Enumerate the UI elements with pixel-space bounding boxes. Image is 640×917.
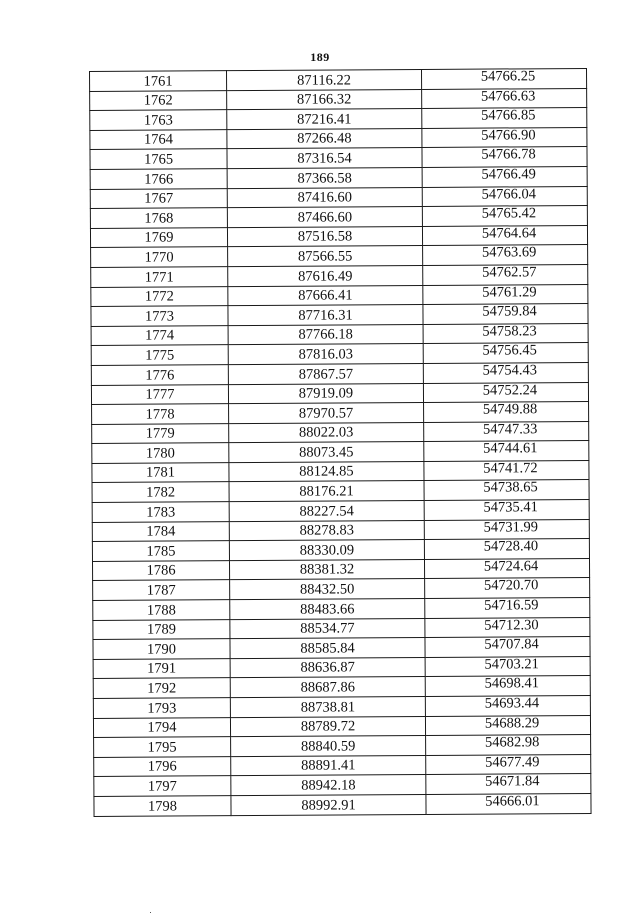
point-number-cell: 1773 (91, 306, 228, 326)
x-coordinate-cell: 88585.84 (230, 638, 425, 659)
x-coordinate-cell: 87416.60 (227, 187, 422, 208)
point-number-cell: 1768 (90, 208, 227, 228)
x-coordinate-cell: 88534.77 (230, 618, 425, 639)
point-number-cell: 1764 (90, 129, 227, 149)
y-coordinate-cell: 54758.23 (423, 323, 588, 344)
x-coordinate-cell: 87616.49 (228, 265, 423, 286)
y-coordinate-cell: 54688.29 (425, 715, 590, 736)
x-coordinate-cell: 87716.31 (228, 305, 423, 326)
point-number-cell: 1766 (90, 169, 227, 189)
y-coordinate-cell: 54698.41 (425, 676, 590, 697)
y-coordinate-cell: 54707.84 (425, 637, 590, 658)
point-number-cell: 1777 (91, 384, 228, 404)
y-coordinate-cell: 54766.85 (422, 108, 587, 129)
point-number-cell: 1765 (90, 149, 227, 169)
y-coordinate-cell: 54766.25 (421, 68, 586, 89)
x-coordinate-cell: 88840.59 (231, 736, 426, 757)
y-coordinate-cell: 54720.70 (425, 578, 590, 599)
point-number-cell: 1791 (93, 658, 230, 678)
x-coordinate-cell: 88227.54 (229, 501, 424, 522)
y-coordinate-cell: 54731.99 (424, 519, 589, 540)
x-coordinate-cell: 88073.45 (229, 442, 424, 463)
x-coordinate-cell: 88124.85 (229, 461, 424, 482)
point-number-cell: 1770 (91, 247, 228, 267)
y-coordinate-cell: 54735.41 (424, 500, 589, 521)
x-coordinate-cell: 87516.58 (227, 226, 422, 247)
x-coordinate-cell: 88992.91 (231, 794, 426, 815)
point-number-cell: 1774 (91, 325, 228, 345)
y-coordinate-cell: 54766.78 (422, 147, 587, 168)
x-coordinate-cell: 87166.32 (227, 89, 422, 110)
x-coordinate-cell: 87566.55 (228, 246, 423, 267)
point-number-cell: 1767 (90, 188, 227, 208)
y-coordinate-cell: 54716.59 (425, 597, 590, 618)
point-number-cell: 1787 (93, 580, 230, 600)
y-coordinate-cell: 54712.30 (425, 617, 590, 638)
point-number-cell: 1769 (90, 227, 227, 247)
x-coordinate-cell: 87970.57 (229, 403, 424, 424)
x-coordinate-cell: 88432.50 (230, 579, 425, 600)
x-coordinate-cell: 88789.72 (230, 716, 425, 737)
y-coordinate-cell: 54766.04 (422, 186, 587, 207)
y-coordinate-cell: 54754.43 (423, 362, 588, 383)
point-number-cell: 1788 (93, 600, 230, 620)
x-coordinate-cell: 88176.21 (229, 481, 424, 502)
y-coordinate-cell: 54666.01 (426, 793, 591, 814)
x-coordinate-cell: 87919.09 (228, 383, 423, 404)
point-number-cell: 1792 (93, 678, 230, 698)
page-number: 189 (310, 50, 330, 64)
y-coordinate-cell: 54677.49 (426, 754, 591, 775)
point-number-cell: 1782 (92, 482, 229, 502)
y-coordinate-cell: 54728.40 (424, 539, 589, 560)
point-number-cell: 1793 (93, 698, 230, 718)
y-coordinate-cell: 54759.84 (423, 304, 588, 325)
point-number-cell: 1798 (94, 796, 231, 816)
x-coordinate-cell: 88942.18 (231, 775, 426, 796)
x-coordinate-cell: 87316.54 (227, 148, 422, 169)
x-coordinate-cell: 88483.66 (230, 598, 425, 619)
point-number-cell: 1780 (92, 443, 229, 463)
x-coordinate-cell: 88022.03 (229, 422, 424, 443)
x-coordinate-cell: 87266.48 (227, 128, 422, 149)
y-coordinate-cell: 54764.64 (422, 225, 587, 246)
x-coordinate-cell: 87366.58 (227, 167, 422, 188)
point-number-cell: 1785 (92, 541, 229, 561)
point-number-cell: 1779 (92, 423, 229, 443)
x-coordinate-cell: 88891.41 (231, 755, 426, 776)
point-number-cell: 1783 (92, 502, 229, 522)
x-coordinate-cell: 88278.83 (229, 520, 424, 541)
point-number-cell: 1771 (91, 267, 228, 287)
x-coordinate-cell: 87816.03 (228, 344, 423, 365)
y-coordinate-cell: 54752.24 (423, 382, 588, 403)
y-coordinate-cell: 54682.98 (426, 735, 591, 756)
y-coordinate-cell: 54724.64 (424, 558, 589, 579)
y-coordinate-cell: 54749.88 (424, 402, 589, 423)
scan-speck (150, 912, 151, 913)
y-coordinate-cell: 54741.72 (424, 460, 589, 481)
point-number-cell: 1784 (92, 521, 229, 541)
y-coordinate-cell: 54762.57 (423, 264, 588, 285)
point-number-cell: 1776 (91, 365, 228, 385)
x-coordinate-cell: 87766.18 (228, 324, 423, 345)
point-number-cell: 1778 (92, 404, 229, 424)
point-number-cell: 1761 (90, 71, 227, 91)
y-coordinate-cell: 54744.61 (424, 441, 589, 462)
point-number-cell: 1794 (93, 717, 230, 737)
point-number-cell: 1796 (94, 756, 231, 776)
x-coordinate-cell: 88381.32 (229, 559, 424, 580)
x-coordinate-cell: 88636.87 (230, 657, 425, 678)
point-number-cell: 1797 (94, 776, 231, 796)
y-coordinate-cell: 54671.84 (426, 774, 591, 795)
y-coordinate-cell: 54747.33 (424, 421, 589, 442)
y-coordinate-cell: 54763.69 (423, 245, 588, 266)
table-row (94, 793, 591, 816)
point-number-cell: 1789 (93, 619, 230, 639)
x-coordinate-cell: 87466.60 (227, 207, 422, 228)
point-number-cell: 1790 (93, 639, 230, 659)
x-coordinate-cell: 88738.81 (230, 696, 425, 717)
y-coordinate-cell: 54703.21 (425, 656, 590, 677)
x-coordinate-cell: 87666.41 (228, 285, 423, 306)
x-coordinate-cell: 88687.86 (230, 677, 425, 698)
y-coordinate-cell: 54761.29 (423, 284, 588, 305)
y-coordinate-cell: 54766.63 (422, 88, 587, 109)
point-number-cell: 1795 (94, 737, 231, 757)
y-coordinate-cell: 54738.65 (424, 480, 589, 501)
x-coordinate-cell: 87867.57 (228, 363, 423, 384)
point-number-cell: 1786 (92, 560, 229, 580)
y-coordinate-cell: 54766.90 (422, 127, 587, 148)
y-coordinate-cell: 54756.45 (423, 343, 588, 364)
y-coordinate-cell: 54766.49 (422, 166, 587, 187)
point-number-cell: 1781 (92, 463, 229, 483)
y-coordinate-cell: 54765.42 (422, 206, 587, 227)
x-coordinate-cell: 87216.41 (227, 109, 422, 130)
coordinate-table (89, 68, 592, 817)
y-coordinate-cell: 54693.44 (425, 695, 590, 716)
point-number-cell: 1775 (91, 345, 228, 365)
x-coordinate-cell: 88330.09 (229, 540, 424, 561)
coordinate-table-body (90, 68, 592, 816)
point-number-cell: 1762 (90, 90, 227, 110)
point-number-cell: 1763 (90, 110, 227, 130)
x-coordinate-cell: 87116.22 (227, 69, 422, 90)
point-number-cell: 1772 (91, 286, 228, 306)
